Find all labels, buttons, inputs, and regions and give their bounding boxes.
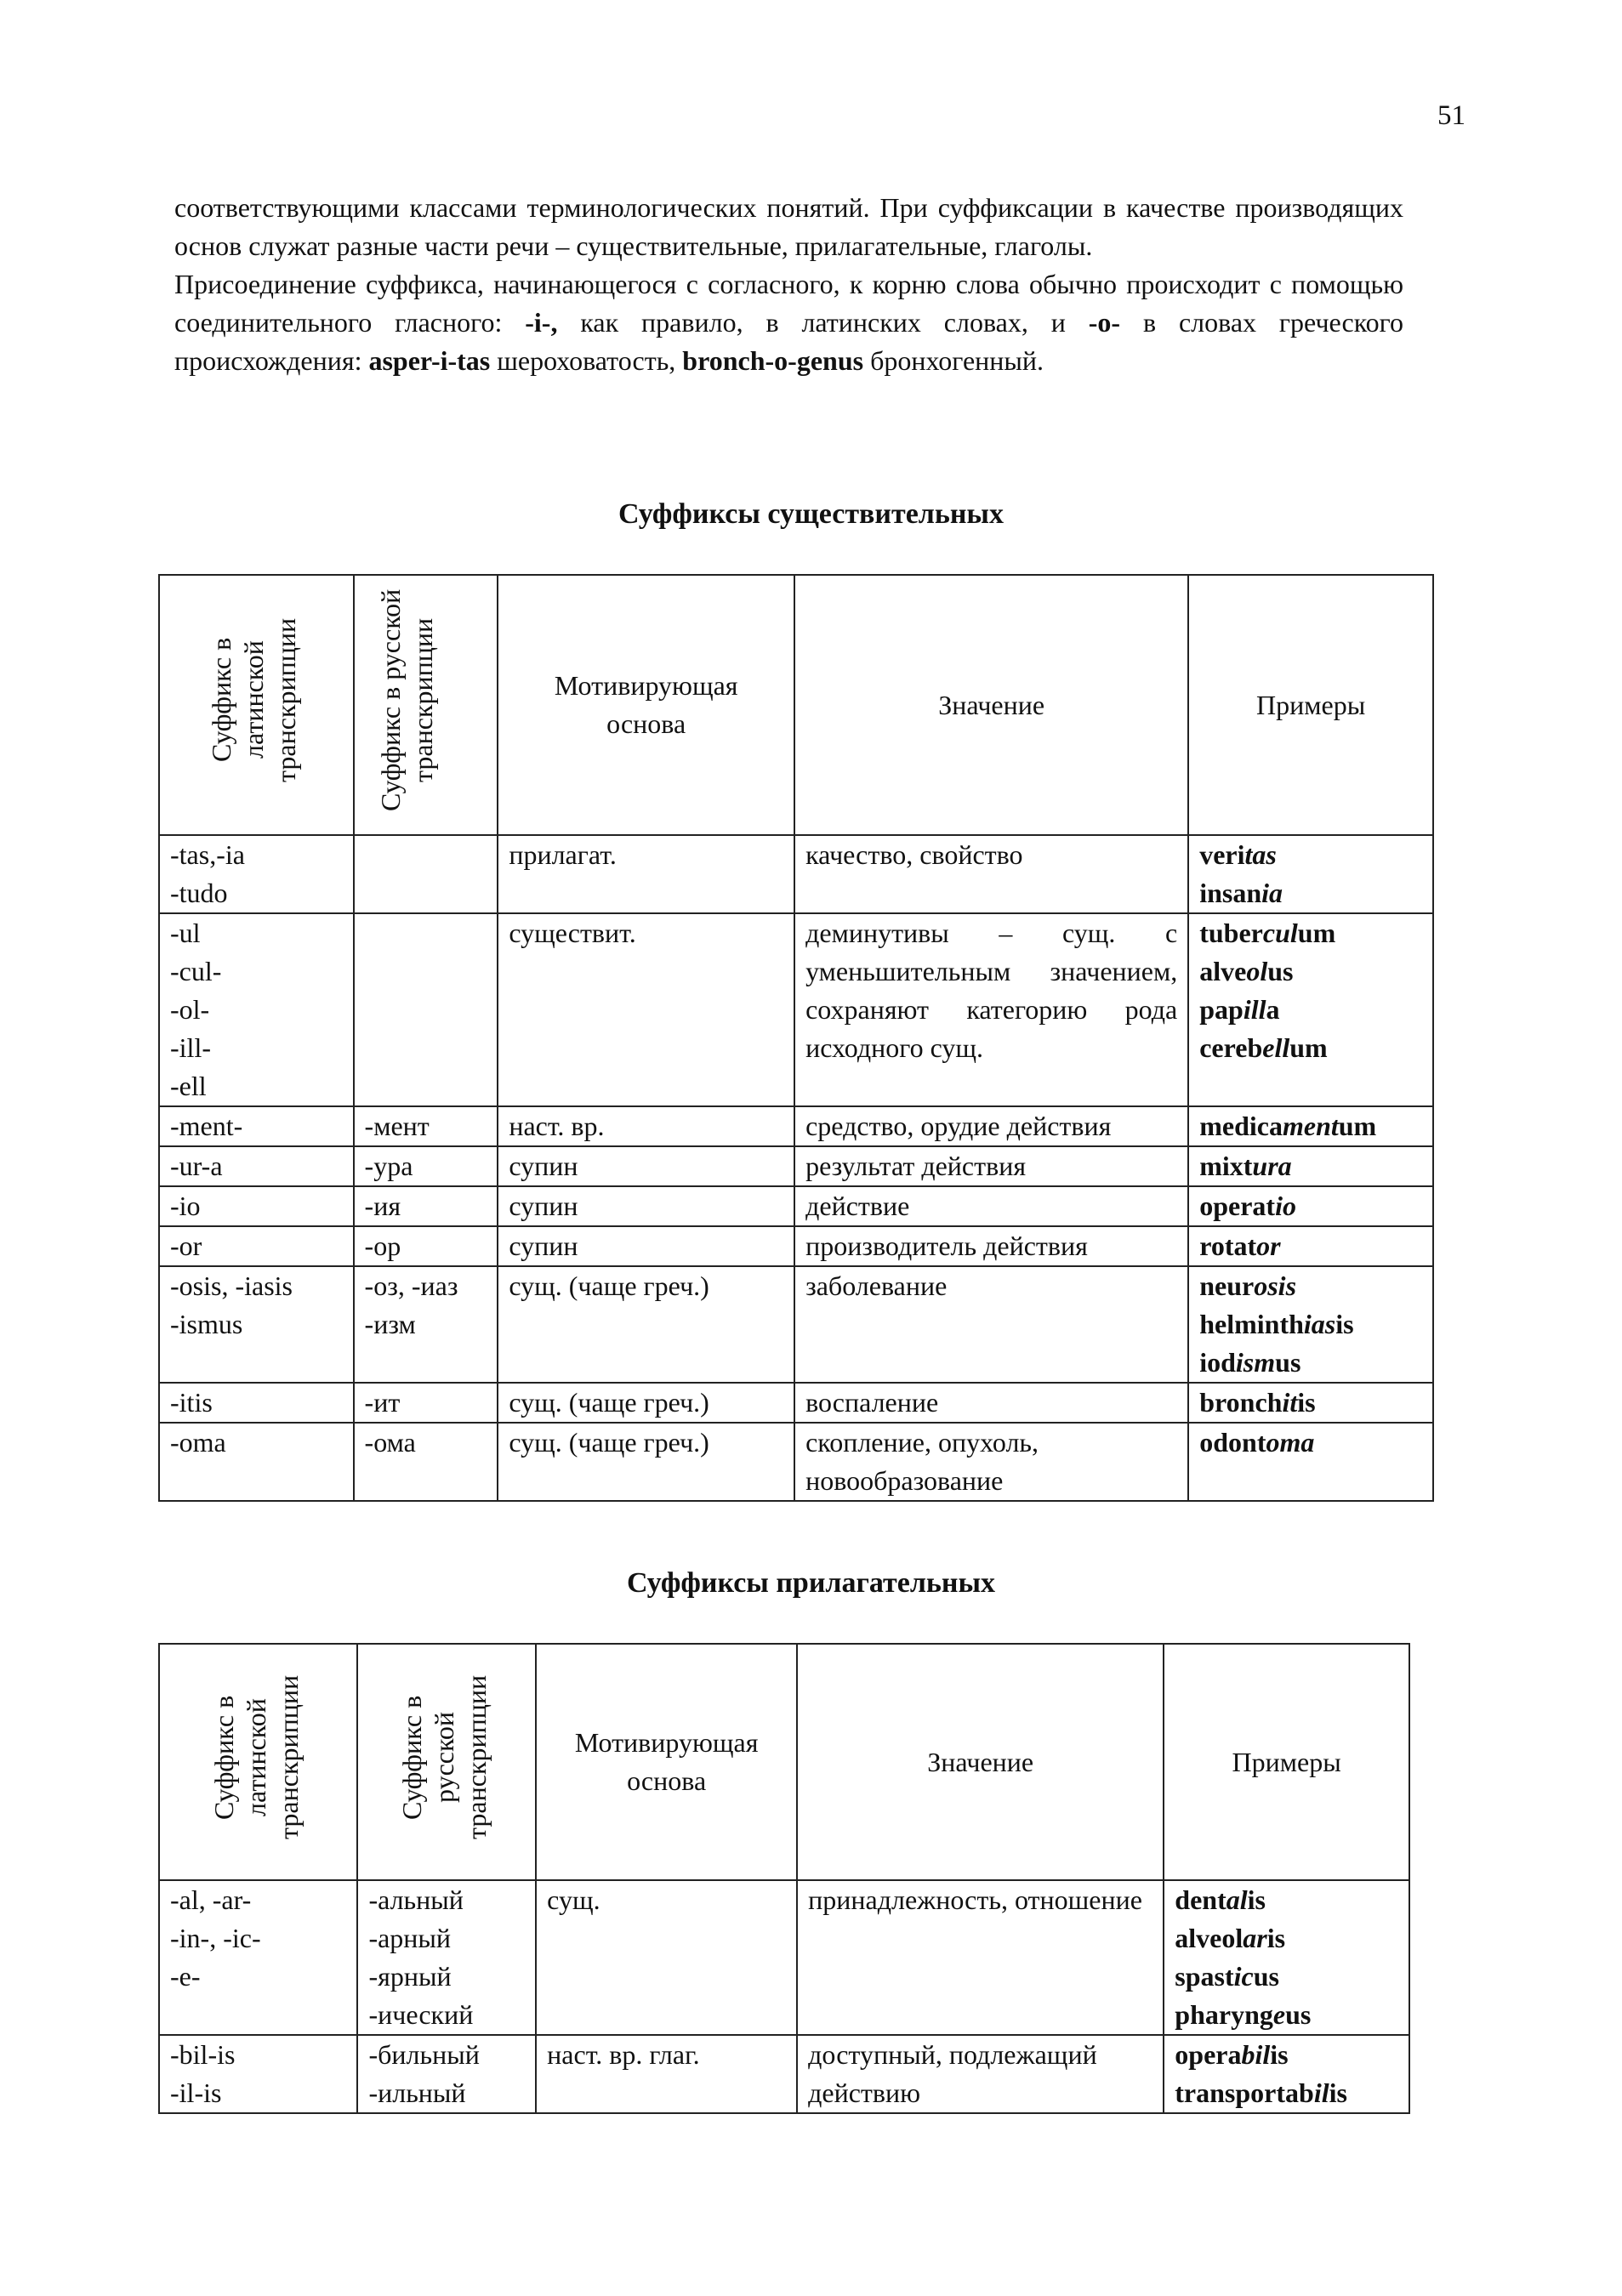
suffix-latin-cell xyxy=(159,2035,357,2113)
suffix-latin: -e- xyxy=(170,1961,201,1992)
suffix-latin-cell xyxy=(159,1383,354,1423)
example-part: al xyxy=(1226,1884,1248,1915)
adjectives-section-title: Суффиксы прилагательных xyxy=(626,1567,996,1599)
header-latin: Суффикс в латинской транскрипции xyxy=(159,1644,357,1880)
example-word xyxy=(1199,1147,1422,1185)
examples-cell xyxy=(1188,913,1433,1106)
example-word xyxy=(1175,1996,1398,2034)
intro-text xyxy=(174,189,1403,380)
example-part: it xyxy=(1282,1387,1298,1418)
meaning-cell: принадлежность, отношение xyxy=(797,1880,1164,2035)
header-russian: Суффикс в русской транскрипции xyxy=(357,1644,536,1880)
suffix-russian: -ярный xyxy=(368,1961,452,1992)
example-part: ell xyxy=(1262,1032,1290,1063)
suffix-latin: -il-is xyxy=(170,2077,222,2108)
example-part: us xyxy=(1285,1999,1312,2030)
example-part: spast xyxy=(1175,1961,1234,1992)
example-part: e xyxy=(1272,1999,1286,2030)
suffix-russian-cell xyxy=(354,1146,498,1186)
example-part: or xyxy=(1256,1230,1281,1261)
motivating-base-cell: сущ. (чаще греч.) xyxy=(498,1266,794,1383)
table-row xyxy=(159,1266,1433,1383)
suffix-russian-cell xyxy=(354,1186,498,1226)
example-part: rotat xyxy=(1199,1230,1257,1261)
header-latin: Суффикс в латинской транскрипции xyxy=(159,575,354,835)
suffix-russian: -альный xyxy=(368,1884,464,1915)
meaning-cell: действие xyxy=(794,1186,1188,1226)
example-part: um xyxy=(1289,1032,1328,1063)
example-part: us xyxy=(1267,956,1294,986)
example-word xyxy=(1199,1029,1422,1067)
examples-cell xyxy=(1188,1146,1433,1186)
suffix-russian-cell xyxy=(354,1226,498,1266)
header-base: Мотивирующая основа xyxy=(536,1644,797,1880)
nouns-section-title: Суффиксы существительных xyxy=(618,498,1004,530)
example-word xyxy=(1199,952,1422,991)
example-part: is xyxy=(1266,1923,1286,1953)
motivating-base-cell: супин xyxy=(498,1226,794,1266)
suffix-russian: -ура xyxy=(364,1151,413,1181)
suffix-latin: -ment- xyxy=(170,1111,243,1141)
examples-cell xyxy=(1188,1226,1433,1266)
example-word xyxy=(1175,1958,1398,1996)
meaning-cell: результат действия xyxy=(794,1146,1188,1186)
suffix-russian: -оз, -иаз xyxy=(364,1270,458,1301)
motivating-base-cell: супин xyxy=(498,1186,794,1226)
table-row xyxy=(159,1423,1433,1501)
example-part: a xyxy=(1266,994,1280,1025)
table-row xyxy=(159,1383,1433,1423)
example-word xyxy=(1199,1187,1422,1225)
example-word xyxy=(1199,1305,1422,1344)
example-word xyxy=(1199,991,1422,1029)
suffix-russian: -ильный xyxy=(368,2077,466,2108)
examples-cell xyxy=(1164,2035,1409,2113)
example-part: ment xyxy=(1282,1111,1339,1141)
meaning-cell: производитель действия xyxy=(794,1226,1188,1266)
example-word xyxy=(1175,2074,1398,2112)
example-part: ism xyxy=(1235,1347,1276,1378)
intro-paragraph-2: Присоединение суффикса, начинающегося с согласного, к корню слова обычно происходит с помощью соединительного гласного: -i-, как правило, в латинских словах, и -o- в словах греческого происхождения: asper-i-tas шероховатость, bronch-o-genus бронхогенный. xyxy=(174,269,1403,376)
example-part: neur xyxy=(1199,1270,1255,1301)
header-meaning: Значение xyxy=(794,575,1188,835)
example-part: is xyxy=(1247,1884,1266,1915)
suffix-russian: -ит xyxy=(364,1387,401,1418)
table-row xyxy=(159,1226,1433,1266)
table-row xyxy=(159,835,1433,913)
example-part: operat xyxy=(1199,1191,1276,1221)
suffix-latin-cell xyxy=(159,1266,354,1383)
meaning-cell: скопление, опухоль, новообразование xyxy=(794,1423,1188,1501)
suffix-russian: -изм xyxy=(364,1309,416,1339)
meaning-cell: воспаление xyxy=(794,1383,1188,1423)
nouns-suffix-table xyxy=(158,574,1434,1502)
suffix-latin-cell xyxy=(159,1226,354,1266)
example-part: us xyxy=(1253,1961,1279,1992)
example-part: is xyxy=(1329,2077,1347,2108)
suffix-latin: -ul xyxy=(170,918,201,948)
page-number: 51 xyxy=(1437,100,1465,131)
example-part: io xyxy=(1275,1191,1296,1221)
example-word xyxy=(1199,874,1422,912)
example-part: pap xyxy=(1199,994,1244,1025)
suffix-latin: -oma xyxy=(170,1427,226,1458)
header-examples: Примеры xyxy=(1188,575,1433,835)
example-part: um xyxy=(1338,1111,1377,1141)
motivating-base-cell: наст. вр. xyxy=(498,1106,794,1146)
header-russian: Суффикс в русской транскрипции xyxy=(354,575,498,835)
example-part: il xyxy=(1313,2077,1329,2108)
example-part: transportab xyxy=(1175,2077,1314,2108)
header-base: Мотивирующая основа xyxy=(498,575,794,835)
suffix-latin-cell xyxy=(159,1186,354,1226)
suffix-latin: -ell xyxy=(170,1071,207,1101)
suffix-latin-cell xyxy=(159,1880,357,2035)
examples-cell xyxy=(1188,1266,1433,1383)
example-part: iod xyxy=(1199,1347,1236,1378)
examples-cell xyxy=(1164,1880,1409,2035)
example-part: us xyxy=(1275,1347,1301,1378)
suffix-russian: -ия xyxy=(364,1191,401,1221)
motivating-base-cell: сущ. (чаще греч.) xyxy=(498,1383,794,1423)
example-part: ill xyxy=(1243,994,1266,1025)
suffix-latin: -bil-is xyxy=(170,2039,236,2070)
example-word xyxy=(1199,836,1422,874)
suffix-latin-cell xyxy=(159,835,354,913)
suffix-latin: -ill- xyxy=(170,1032,211,1063)
example-part: medica xyxy=(1199,1111,1283,1141)
example-part: dent xyxy=(1175,1884,1226,1915)
meaning-cell: деминутивы – сущ. с уменьшительным значением, сохраняют категорию рода исходного сущ. xyxy=(794,913,1188,1106)
example-part: osis xyxy=(1254,1270,1297,1301)
example-part: alveol xyxy=(1175,1923,1244,1953)
examples-cell xyxy=(1188,1106,1433,1146)
examples-cell xyxy=(1188,1186,1433,1226)
suffix-russian-cell xyxy=(354,835,498,913)
meaning-cell: доступный, подлежащий действию xyxy=(797,2035,1164,2113)
example-part: ic xyxy=(1233,1961,1254,1992)
example-part: cereb xyxy=(1199,1032,1263,1063)
example-word xyxy=(1199,1384,1422,1422)
suffix-latin-cell xyxy=(159,1146,354,1186)
example-part: is xyxy=(1270,2039,1289,2070)
example-part: bronch xyxy=(1199,1387,1283,1418)
suffix-russian: -ома xyxy=(364,1427,416,1458)
table-row xyxy=(159,1146,1433,1186)
motivating-base-cell: сущ. xyxy=(536,1880,797,2035)
meaning-cell: заболевание xyxy=(794,1266,1188,1383)
suffix-latin: -or xyxy=(170,1230,202,1261)
examples-cell xyxy=(1188,1383,1433,1423)
example-part: tuber xyxy=(1199,918,1263,948)
suffix-russian-cell xyxy=(357,1880,536,2035)
suffix-russian-cell xyxy=(354,913,498,1106)
suffix-russian-cell xyxy=(354,1106,498,1146)
header-examples: Примеры xyxy=(1164,1644,1409,1880)
example-part: ol xyxy=(1246,956,1268,986)
suffix-russian: -ор xyxy=(364,1230,401,1261)
table-row xyxy=(159,2035,1409,2113)
nouns-header-row xyxy=(159,575,1433,835)
example-word xyxy=(1199,1227,1422,1265)
example-part: insan xyxy=(1199,878,1262,908)
suffix-latin: -itis xyxy=(170,1387,213,1418)
example-word xyxy=(1175,1881,1398,1919)
example-word xyxy=(1199,914,1422,952)
example-word xyxy=(1199,1107,1422,1145)
example-part: ia xyxy=(1261,878,1283,908)
example-word xyxy=(1199,1344,1422,1382)
table-row xyxy=(159,1880,1409,2035)
suffix-russian-cell xyxy=(354,1423,498,1501)
suffix-latin-cell xyxy=(159,1423,354,1501)
suffix-latin-cell xyxy=(159,913,354,1106)
suffix-latin: -cul- xyxy=(170,956,222,986)
example-part: alve xyxy=(1199,956,1247,986)
intro-paragraph-1: соответствующими классами терминологических понятий. При суффиксации в качестве производящих основ служат разные части речи – существительные, прилагательные, глаголы. xyxy=(174,192,1403,261)
meaning-cell: качество, свойство xyxy=(794,835,1188,913)
examples-cell xyxy=(1188,1423,1433,1501)
suffix-latin: -ur-a xyxy=(170,1151,223,1181)
table-row xyxy=(159,913,1433,1106)
suffix-latin: -tas,-ia xyxy=(170,839,245,870)
suffix-latin: -al, -ar- xyxy=(170,1884,252,1915)
motivating-base-cell: прилагат. xyxy=(498,835,794,913)
meaning-cell: средство, орудие действия xyxy=(794,1106,1188,1146)
example-part: um xyxy=(1297,918,1336,948)
example-part: odont xyxy=(1199,1427,1266,1458)
suffix-latin: -ismus xyxy=(170,1309,243,1339)
example-part: helminth xyxy=(1199,1309,1304,1339)
examples-cell xyxy=(1188,835,1433,913)
suffix-russian: -мент xyxy=(364,1111,430,1141)
adjectives-header-row xyxy=(159,1644,1409,1880)
example-part: opera xyxy=(1175,2039,1242,2070)
suffix-latin-cell xyxy=(159,1106,354,1146)
example-part: oma xyxy=(1266,1427,1315,1458)
suffix-latin: -tudo xyxy=(170,878,228,908)
suffix-russian-cell xyxy=(354,1383,498,1423)
suffix-russian: -арный xyxy=(368,1923,452,1953)
example-part: pharyng xyxy=(1175,1999,1273,2030)
suffix-russian-cell xyxy=(357,2035,536,2113)
example-word xyxy=(1175,2036,1398,2074)
example-part: ias xyxy=(1303,1309,1336,1339)
example-word xyxy=(1175,1919,1398,1958)
table-row xyxy=(159,1106,1433,1146)
suffix-latin: -osis, -iasis xyxy=(170,1270,293,1301)
example-part: ura xyxy=(1252,1151,1292,1181)
motivating-base-cell: сущ. (чаще греч.) xyxy=(498,1423,794,1501)
suffix-latin: -ol- xyxy=(170,994,210,1025)
example-part: veri xyxy=(1199,839,1245,870)
suffix-russian: -бильный xyxy=(368,2039,480,2070)
example-part: mixt xyxy=(1199,1151,1253,1181)
example-part: ar xyxy=(1243,1923,1267,1953)
header-meaning: Значение xyxy=(797,1644,1164,1880)
example-word xyxy=(1199,1424,1422,1462)
table-row xyxy=(159,1186,1433,1226)
example-part: is xyxy=(1297,1387,1316,1418)
example-part: is xyxy=(1335,1309,1354,1339)
suffix-russian: -ический xyxy=(368,1999,474,2030)
motivating-base-cell: существит. xyxy=(498,913,794,1106)
suffix-russian-cell xyxy=(354,1266,498,1383)
example-part: bil xyxy=(1241,2039,1271,2070)
example-word xyxy=(1199,1267,1422,1305)
example-part: tas xyxy=(1244,839,1277,870)
motivating-base-cell: супин xyxy=(498,1146,794,1186)
example-part: cul xyxy=(1262,918,1298,948)
motivating-base-cell: наст. вр. глаг. xyxy=(536,2035,797,2113)
suffix-latin: -in-, -ic- xyxy=(170,1923,261,1953)
adjectives-suffix-table xyxy=(158,1643,1410,2114)
suffix-latin: -io xyxy=(170,1191,201,1221)
